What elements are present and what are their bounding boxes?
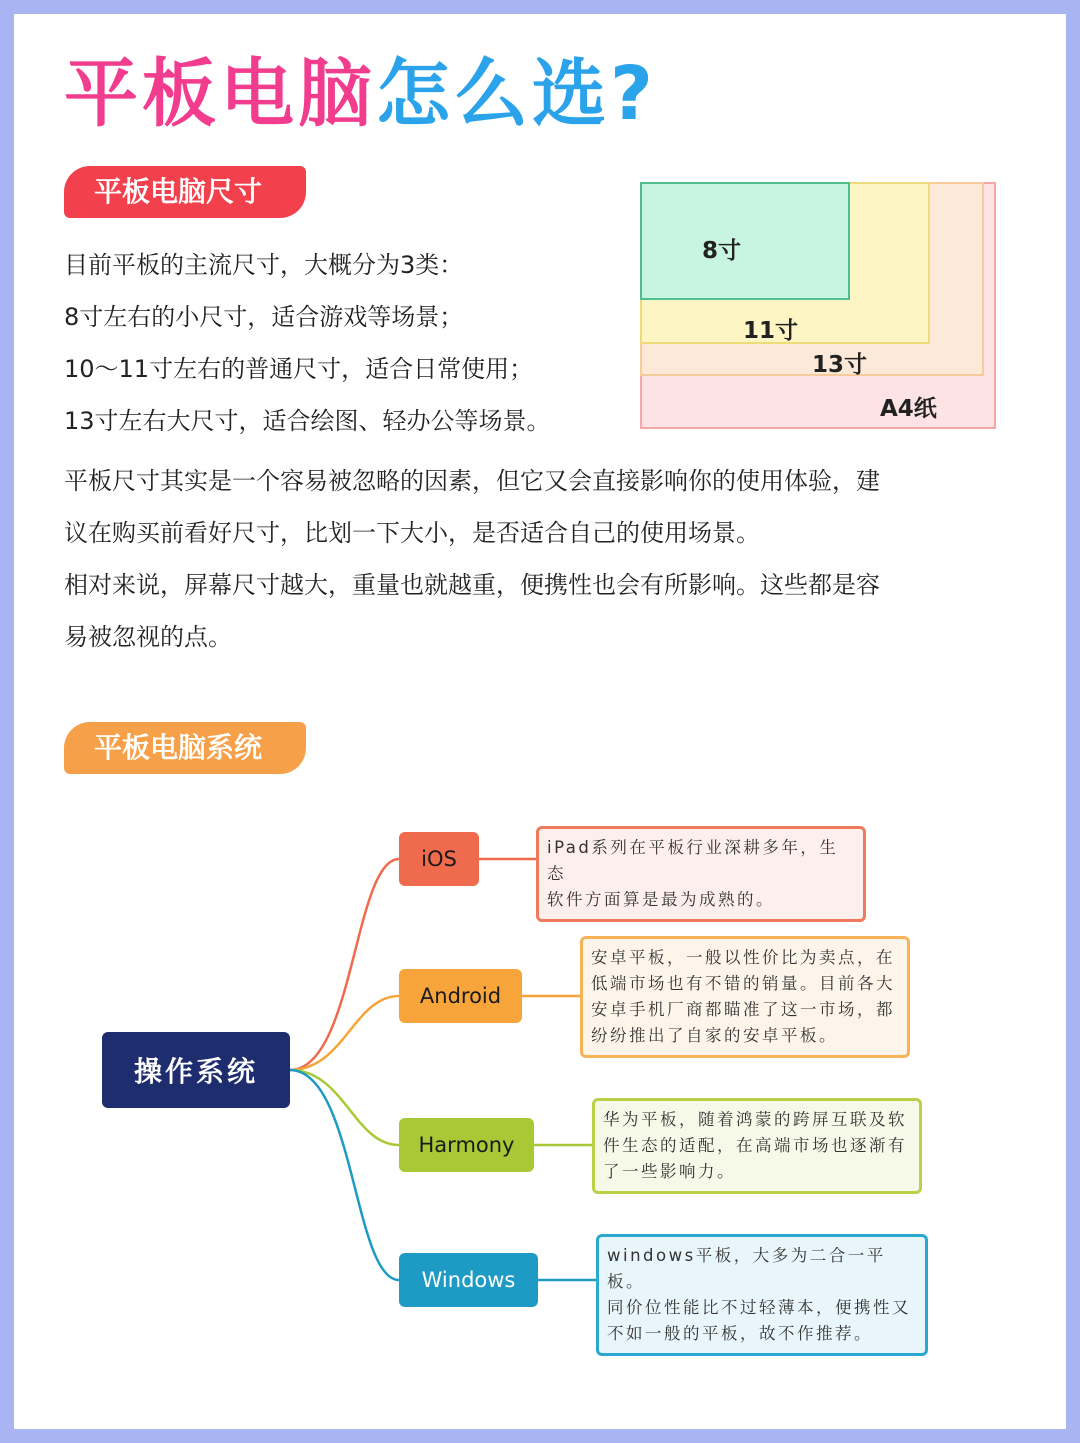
size-line: 13寸左右大尺寸，适合绘图、轻办公等场景。 — [64, 407, 551, 435]
connector-android — [290, 996, 399, 1070]
mindmap-root: 操作系统 — [102, 1032, 290, 1108]
desc-line: 了一些影响力。 — [603, 1162, 736, 1181]
title-part2: 怎么选? — [376, 51, 657, 137]
size-11-label: 11寸 — [743, 318, 799, 344]
system-section-tag: 平板电脑系统 — [64, 722, 306, 774]
size-paragraph-line: 平板尺寸其实是一个容易被忽略的因素，但它又会直接影响你的使用体验，建 — [64, 467, 880, 495]
branch-ios: iOS — [399, 832, 479, 886]
desc-line: 不如一般的平板，故不作推荐。 — [607, 1324, 873, 1343]
desc-line: iPad系列在平板行业深耕多年，生态 — [547, 838, 839, 883]
desc-ios — [536, 826, 866, 922]
size-13-label: 13寸 — [812, 352, 868, 378]
desc-line: 纷纷推出了自家的安卓平板。 — [591, 1026, 838, 1045]
desc-line: 同价位性能比不过轻薄本，便携性又 — [607, 1298, 911, 1317]
branch-android: Android — [399, 969, 522, 1023]
a4-label: A4纸 — [880, 396, 937, 422]
desc-harmony — [592, 1098, 922, 1194]
size-8-label: 8寸 — [702, 238, 742, 264]
branch-harmony: Harmony — [399, 1118, 534, 1172]
size-section-tag: 平板电脑尺寸 — [64, 166, 306, 218]
desc-line: windows平板，大多为二合一平板。 — [607, 1246, 886, 1291]
size-paragraph-line: 易被忽视的点。 — [64, 623, 232, 651]
mindmap-connectors — [14, 14, 1066, 1429]
desc-line: 安卓手机厂商都瞄准了这一市场，都 — [591, 1000, 895, 1019]
title-part1: 平板电脑 — [64, 51, 376, 137]
connector-harmony — [290, 1070, 399, 1145]
desc-line: 件生态的适配，在高端市场也逐渐有 — [603, 1136, 907, 1155]
desc-windows — [596, 1234, 928, 1356]
size-line: 10～11寸左右的普通尺寸，适合日常使用； — [64, 355, 534, 383]
desc-line: 华为平板，随着鸿蒙的跨屏互联及软 — [603, 1110, 907, 1129]
desc-line: 安卓平板，一般以性价比为卖点，在 — [591, 948, 895, 967]
size-paragraph-line: 相对来说，屏幕尺寸越大，重量也就越重，便携性也会有所影响。这些都是容 — [64, 571, 880, 599]
card — [14, 14, 1066, 1429]
size-line: 8寸左右的小尺寸，适合游戏等场景； — [64, 303, 464, 331]
desc-android — [580, 936, 910, 1058]
size-line: 目前平板的主流尺寸，大概分为3类： — [64, 251, 464, 279]
size-paragraph-line: 议在购买前看好尺寸，比划一下大小，是否适合自己的使用场景。 — [64, 519, 760, 547]
desc-line: 软件方面算是最为成熟的。 — [547, 890, 775, 909]
branch-windows: Windows — [399, 1253, 538, 1307]
desc-line: 低端市场也有不错的销量。目前各大 — [591, 974, 895, 993]
